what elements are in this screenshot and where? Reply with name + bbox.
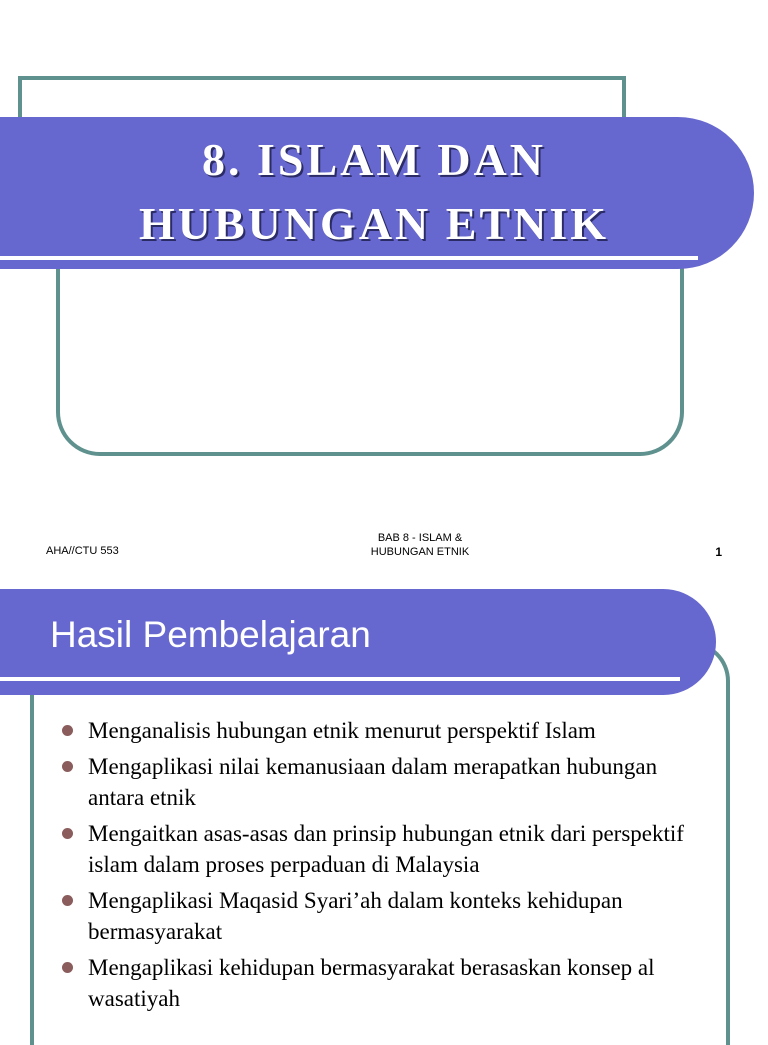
list-item: [58, 885, 708, 947]
list-item-text: Mengaplikasi Maqasid Syari’ah dalam konteks kehidupan bermasyarakat: [88, 888, 623, 944]
title-frame-bottom: [56, 250, 684, 456]
slide-title-line-1: 8. ISLAM DAN: [202, 134, 546, 185]
footer-course-code: AHA//CTU 553: [46, 545, 119, 557]
bullet-icon: [62, 828, 73, 839]
slide-title: [0, 128, 748, 256]
list-item: [58, 818, 708, 880]
slide-title-line-2: HUBUNGAN ETNIK: [138, 198, 610, 249]
page-number: 1: [715, 545, 722, 559]
heading-underline: [0, 677, 680, 681]
list-item-text: Mengaplikasi nilai kemanusiaan dalam merapatkan hubungan antara etnik: [88, 754, 658, 810]
bullet-icon: [62, 962, 73, 973]
footer-chapter: [330, 531, 510, 559]
list-item-text: Menganalisis hubungan etnik menurut perspektif Islam: [88, 718, 596, 743]
title-underline: [0, 256, 698, 260]
list-item: [58, 715, 708, 746]
footer-chapter-line-1: BAB 8 - ISLAM &: [377, 532, 463, 544]
list-item-text: Mengaitkan asas-asas dan prinsip hubungan etnik dari perspektif islam dalam proses perpaduan di Malaysia: [88, 821, 684, 877]
list-item-text: Mengaplikasi kehidupan bermasyarakat berasaskan konsep al wasatiyah: [88, 955, 655, 1011]
bullet-icon: [62, 725, 73, 736]
bullet-icon: [62, 761, 73, 772]
slide-2: [0, 575, 768, 1024]
list-item: [58, 952, 708, 1014]
list-item: [58, 751, 708, 813]
slide-heading: Hasil Pembelajaran: [50, 614, 371, 655]
learning-outcomes-list: [58, 715, 708, 1019]
bullet-icon: [62, 895, 73, 906]
footer-chapter-line-2: HUBUNGAN ETNIK: [370, 546, 470, 558]
